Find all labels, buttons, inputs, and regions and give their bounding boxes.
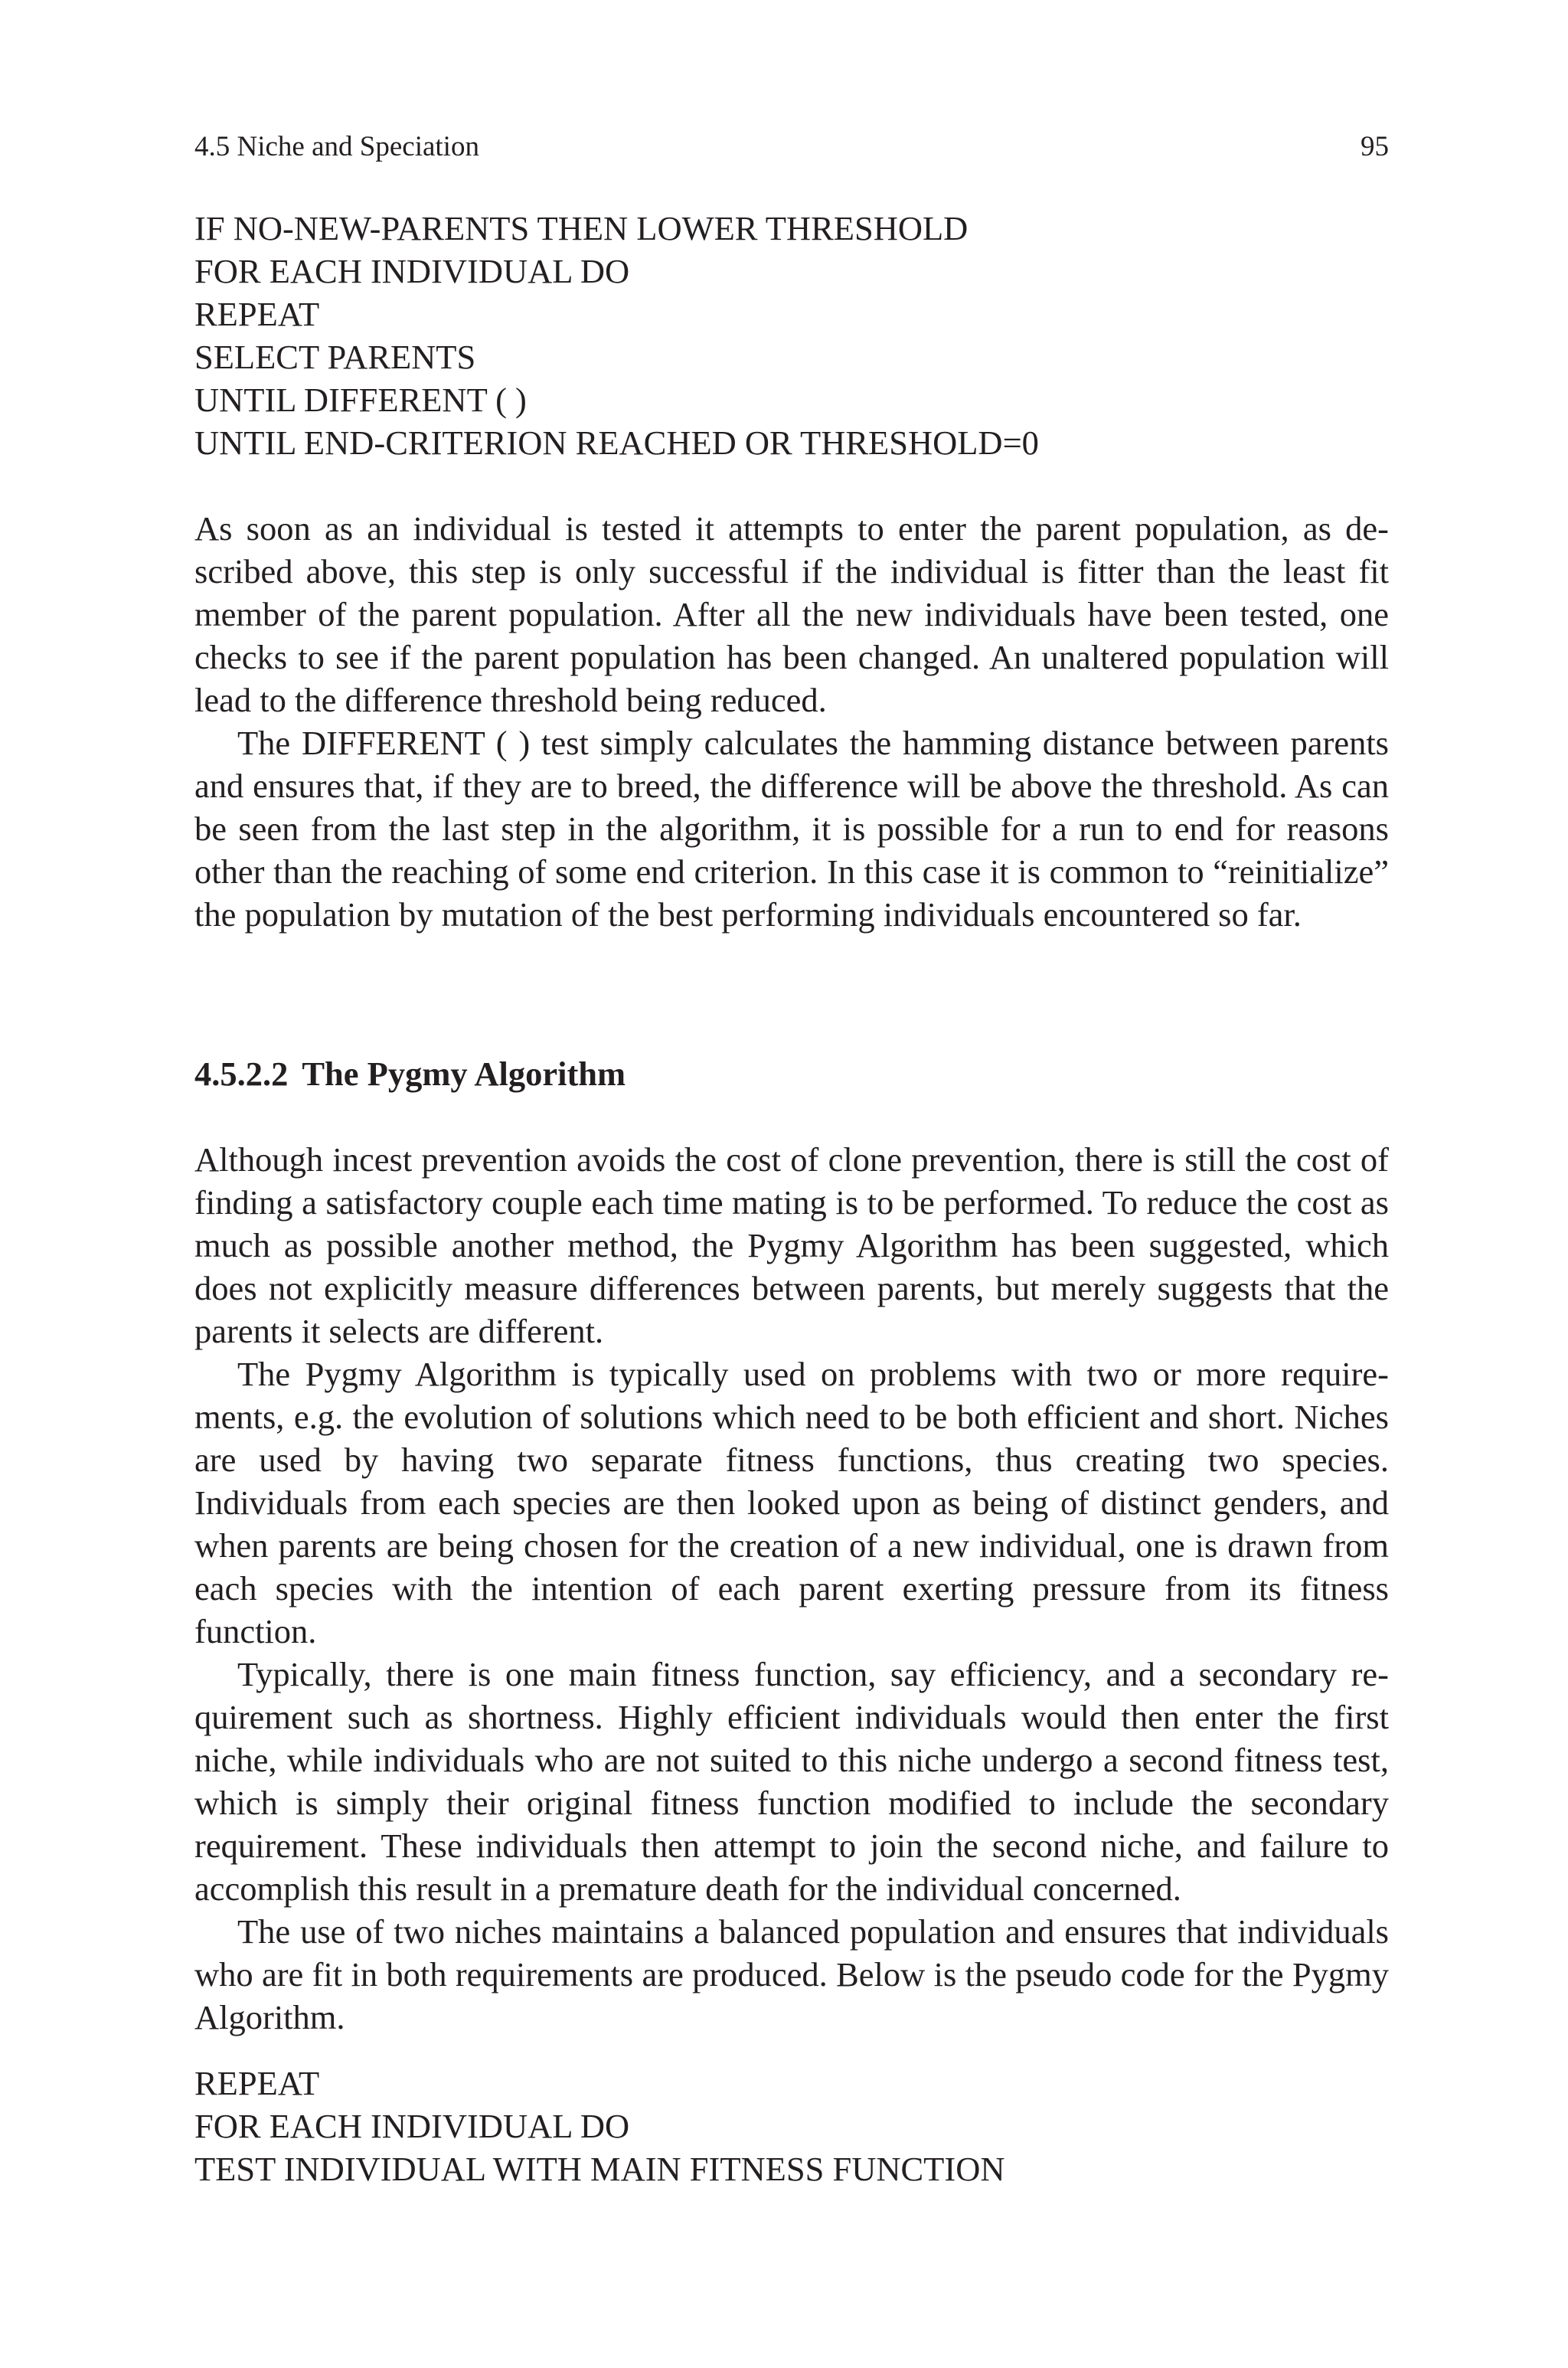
pseudocode-block-1 [194, 207, 1389, 464]
body-text-2 [194, 1138, 1389, 2039]
running-head [194, 127, 1389, 167]
running-head-section: 4.5 Niche and Speciation [194, 131, 479, 162]
code-line: UNTIL DIFFERENT ( ) [194, 381, 527, 419]
paragraph: The Pygmy Algorithm is typically used on problems with two or more requirements, e.g. the evolution of solutions which need to be both efficient and short. Niches are used by having two separate fitness functions, thus creating two species. Individuals from each species are then looked upon as being of distinct genders, and when parents are being chosen for the creation of a new individual, one is drawn from each species with the intention of each parent exerting pressure from its fitness function. [194, 1355, 1389, 1650]
paragraph: As soon as an individual is tested it attempts to enter the parent population, as described above, this step is only successful if the individual is fitter than the least fit member of the parent population. After all the new individuals have been tested, one checks to see if the parent population has been changed. An unaltered population will lead to the difference threshold being reduced. [194, 509, 1389, 719]
paragraph: Typically, there is one main fitness function, say efficiency, and a secondary requirement such as shortness. Highly efficient individuals would then enter the first niche, while individuals who are not suited to this niche undergo a second fitness test, which is simply their original fitness function modified to include the secondary requirement. These individuals then attempt to join the second niche, and failure to accomplish this result in a premature death for the individual concerned. [194, 1655, 1389, 1908]
section-heading [194, 1052, 626, 1095]
code-line: FOR EACH INDIVIDUAL DO [194, 2107, 630, 2145]
section-title: The Pygmy Algorithm [302, 1055, 626, 1093]
code-line: FOR EACH INDIVIDUAL DO [194, 252, 630, 290]
pseudocode-block-2 [194, 2062, 1389, 2190]
paragraph: The use of two niches maintains a balanced population and ensures that individuals who are fit in both requirements are produced. Below is the pseudo code for the Pygmy Algorithm. [194, 1912, 1389, 2036]
code-line: REPEAT [194, 295, 320, 333]
page-number: 95 [1361, 131, 1389, 162]
section-number: 4.5.2.2 [194, 1055, 289, 1093]
code-line: TEST INDIVIDUAL WITH MAIN FITNESS FUNCTION [194, 2150, 1005, 2188]
code-line: IF NO-NEW-PARENTS THEN LOWER THRESHOLD [194, 209, 969, 247]
code-line: SELECT PARENTS [194, 338, 476, 376]
paragraph: Although incest prevention avoids the cost of clone prevention, there is still the cost of finding a satisfactory couple each time mating is to be performed. To reduce the cost as much as possible another method, the Pygmy Algorithm has been suggested, which does not explicitly measure differences between parents, but merely suggests that the parents it selects are different. [194, 1140, 1389, 1350]
code-line: REPEAT [194, 2064, 320, 2102]
paragraph: The DIFFERENT ( ) test simply calculates the hamming distance between parents and ensures that, if they are to breed, the difference will be above the threshold. As can be seen from the last step in the algorithm, it is possible for a run to end for reasons other than the reaching of some end criterion. In this case it is common to “reinitialize” the population by mutation of the best performing individuals encountered so far. [194, 724, 1389, 934]
body-text-1 [194, 507, 1389, 936]
code-line: UNTIL END-CRITERION REACHED OR THRESHOLD=0 [194, 424, 1039, 462]
